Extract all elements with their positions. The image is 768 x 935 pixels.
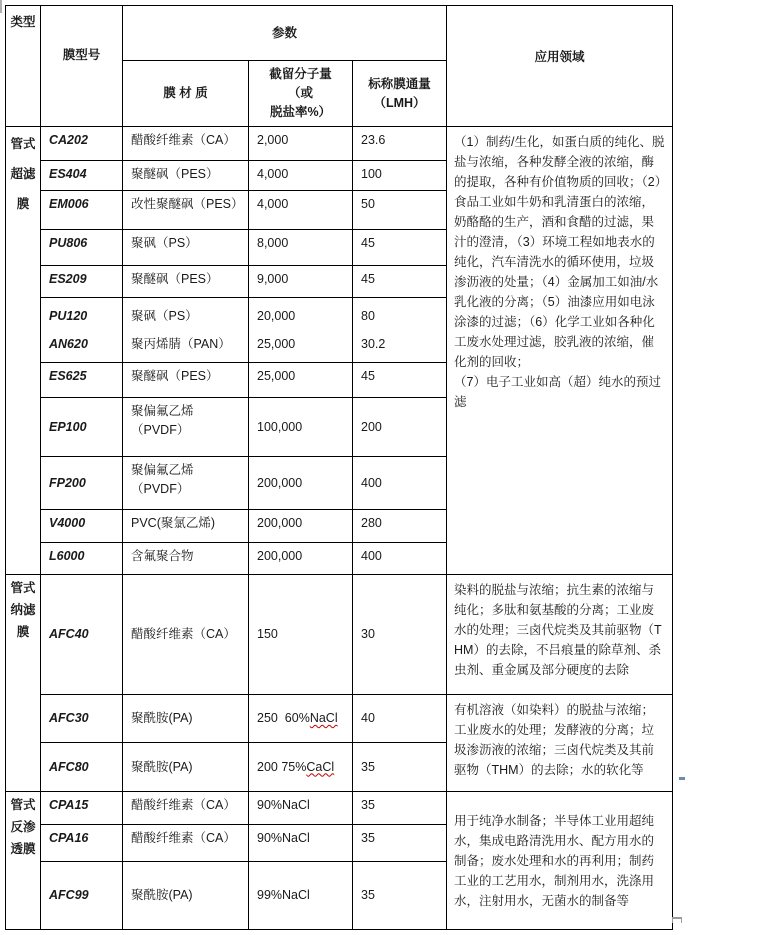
membrane-spec-table bbox=[5, 5, 673, 930]
model-cell: L6000 bbox=[41, 543, 123, 575]
material-line: 聚偏氟乙烯 bbox=[131, 404, 194, 418]
header-flux bbox=[353, 61, 447, 127]
flux-cell: 30 bbox=[353, 575, 447, 695]
mwco-cell: 100,000 bbox=[249, 398, 353, 457]
material-cell: 聚酰胺(PA) bbox=[123, 695, 249, 743]
mwco-cell bbox=[249, 298, 353, 363]
model-cell: EP100 bbox=[41, 398, 123, 457]
flux-cell: 100 bbox=[353, 161, 447, 191]
material-cell: 聚酰胺(PA) bbox=[123, 743, 249, 792]
model-line: PU120 bbox=[49, 309, 88, 323]
ro-application-cell: 用于纯净水制备；半导体工业用超纯水，集成电路清洗用水、配方用水的制备；废水处理和水的再利用；制药工业的工艺用水，制剂用水，洗涤用水，注射用水，无菌水的制备等 bbox=[447, 792, 673, 930]
uf-application-cell bbox=[447, 127, 673, 575]
material-cell: 聚醚砜（PES） bbox=[123, 266, 249, 298]
header-mwco bbox=[249, 61, 353, 127]
model-cell: FP200 bbox=[41, 457, 123, 510]
mwco-cell bbox=[249, 743, 353, 792]
mwco-cell: 4,000 bbox=[249, 161, 353, 191]
mwco-cell: 99%NaCl bbox=[249, 862, 353, 930]
mwco-value: 250 60% bbox=[257, 711, 310, 725]
text-boundary-mark-top-left bbox=[0, 0, 2, 13]
material-cell bbox=[123, 457, 249, 510]
header-model: 膜型号 bbox=[41, 6, 123, 127]
type-cell-nf: 管式纳滤膜 bbox=[6, 575, 41, 792]
mwco-cell: 4,000 bbox=[249, 191, 353, 230]
flux-cell bbox=[353, 298, 447, 363]
model-cell: AFC80 bbox=[41, 743, 123, 792]
flux-cell: 35 bbox=[353, 792, 447, 825]
model-line: AN620 bbox=[49, 337, 88, 351]
header-flux-line2: （LMH） bbox=[373, 95, 426, 110]
nf-application-cell-afc40: 染料的脱盐与浓缩；抗生素的浓缩与纯化；多肽和氨基酸的分离；工业废水的处理；三卤代烷类及其前驱物（THM）的去除，不吕痕量的除草剂、杀虫剂、重金属及部分硬度的去除 bbox=[447, 575, 673, 695]
flux-cell: 35 bbox=[353, 743, 447, 792]
header-mwco-line2: 脱盐率%） bbox=[269, 105, 332, 119]
material-cell: 醋酸纤维素（CA） bbox=[123, 792, 249, 825]
model-cell: CA202 bbox=[41, 127, 123, 161]
flux-cell: 200 bbox=[353, 398, 447, 457]
mwco-line: 25,000 bbox=[257, 337, 296, 351]
mwco-cell bbox=[249, 695, 353, 743]
text-boundary-mark-bottom-right bbox=[672, 917, 682, 923]
material-cell: 醋酸纤维素（CA） bbox=[123, 575, 249, 695]
header-params: 参数 bbox=[123, 6, 447, 61]
mwco-cell: 150 bbox=[249, 575, 353, 695]
mwco-cell: 25,000 bbox=[249, 363, 353, 398]
flux-cell: 400 bbox=[353, 457, 447, 510]
material-line: 聚砜（PS） bbox=[131, 309, 198, 323]
flux-cell: 45 bbox=[353, 230, 447, 266]
material-cell: 含氟聚合物 bbox=[123, 543, 249, 575]
anchor-dash-mark bbox=[679, 777, 685, 780]
flux-cell: 50 bbox=[353, 191, 447, 230]
mwco-cell: 2,000 bbox=[249, 127, 353, 161]
mwco-line: 20,000 bbox=[257, 309, 296, 323]
material-cell bbox=[123, 298, 249, 363]
material-cell: 聚砜（PS） bbox=[123, 230, 249, 266]
mwco-value: 200 75% bbox=[257, 759, 307, 774]
model-cell: ES404 bbox=[41, 161, 123, 191]
flux-cell: 35 bbox=[353, 862, 447, 930]
model-cell: CPA16 bbox=[41, 825, 123, 862]
flux-cell: 23.6 bbox=[353, 127, 447, 161]
mwco-cell: 200,000 bbox=[249, 543, 353, 575]
type-cell-ro: 管式反渗透膜 bbox=[6, 792, 41, 930]
material-cell: PVC(聚氯乙烯) bbox=[123, 510, 249, 543]
header-material: 膜 材 质 bbox=[123, 61, 249, 127]
mwco-cell: 200,000 bbox=[249, 457, 353, 510]
table-row bbox=[6, 575, 673, 695]
model-cell: ES625 bbox=[41, 363, 123, 398]
material-line: （PVDF） bbox=[131, 423, 190, 437]
material-cell: 聚醚砜（PES） bbox=[123, 161, 249, 191]
uf-application-paragraph-1: （1）制药/生化，如蛋白质的纯化、脱盐与浓缩，各种发酵全液的浓缩，酶的提取，各种有价值物质的回收；（2）食品工业如牛奶和乳清蛋白的浓缩，奶酪酪的生产，酒和食醋的过滤，果汁的澄清，（3）环境工程如地表水的纯化，汽车清洗水的循环使用，垃圾渗沥液的处量；（4）金属加工如油/水乳化液的分离；（5）油漆应用如电泳涂漆的过滤；（6）化学工业如各种化工废水处理过滤，胶乳液的浓缩，催化剂的回收； bbox=[454, 135, 665, 369]
nf-application-cell-afc30-80: 有机溶液（如染料）的脱盐与浓缩；工业废水的处理；发酵液的分离；垃圾渗沥液的浓缩；三卤代烷类及其前驱物（THM）的去除；水的软化等 bbox=[447, 695, 673, 792]
table-row bbox=[6, 695, 673, 743]
table-row bbox=[6, 127, 673, 161]
header-application: 应用领域 bbox=[447, 6, 673, 127]
model-cell: PU806 bbox=[41, 230, 123, 266]
material-line: （PVDF） bbox=[131, 482, 190, 496]
model-cell: EM006 bbox=[41, 191, 123, 230]
flux-line: 30.2 bbox=[361, 337, 386, 351]
mwco-cell: 200,000 bbox=[249, 510, 353, 543]
mwco-cell: 90%NaCl bbox=[249, 792, 353, 825]
mwco-cell: 8,000 bbox=[249, 230, 353, 266]
model-cell: ES209 bbox=[41, 266, 123, 298]
flux-cell: 40 bbox=[353, 695, 447, 743]
material-cell: 醋酸纤维素（CA） bbox=[123, 825, 249, 862]
uf-application-paragraph-2: （7）电子工业如高（超）纯水的预过滤 bbox=[454, 375, 661, 409]
flux-cell: 35 bbox=[353, 825, 447, 862]
flux-cell: 400 bbox=[353, 543, 447, 575]
flux-cell: 45 bbox=[353, 266, 447, 298]
material-cell: 聚酰胺(PA) bbox=[123, 862, 249, 930]
type-cell-uf: 管式超滤膜 bbox=[6, 127, 41, 575]
material-cell: 醋酸纤维素（CA） bbox=[123, 127, 249, 161]
flux-line: 80 bbox=[361, 309, 375, 323]
material-line: 聚丙烯腈（PAN） bbox=[131, 337, 231, 351]
spellcheck-wavy-text: CaCl bbox=[306, 759, 335, 774]
header-mwco-line1: 截留分子量（或 bbox=[269, 67, 332, 100]
model-cell: V4000 bbox=[41, 510, 123, 543]
model-cell bbox=[41, 298, 123, 363]
material-line: 聚偏氟乙烯 bbox=[131, 463, 194, 477]
model-cell: AFC40 bbox=[41, 575, 123, 695]
mwco-cell: 9,000 bbox=[249, 266, 353, 298]
flux-cell: 280 bbox=[353, 510, 447, 543]
material-cell: 改性聚醚砜（PES） bbox=[123, 191, 249, 230]
spellcheck-wavy-text: NaCl bbox=[309, 711, 338, 725]
material-cell bbox=[123, 398, 249, 457]
header-type: 类型 bbox=[6, 6, 41, 127]
model-cell: AFC99 bbox=[41, 862, 123, 930]
flux-cell: 45 bbox=[353, 363, 447, 398]
model-cell: CPA15 bbox=[41, 792, 123, 825]
mwco-cell: 90%NaCl bbox=[249, 825, 353, 862]
table-row bbox=[6, 792, 673, 825]
header-flux-line1: 标称膜通量 bbox=[368, 76, 431, 91]
material-cell: 聚醚砜（PES） bbox=[123, 363, 249, 398]
model-cell: AFC30 bbox=[41, 695, 123, 743]
